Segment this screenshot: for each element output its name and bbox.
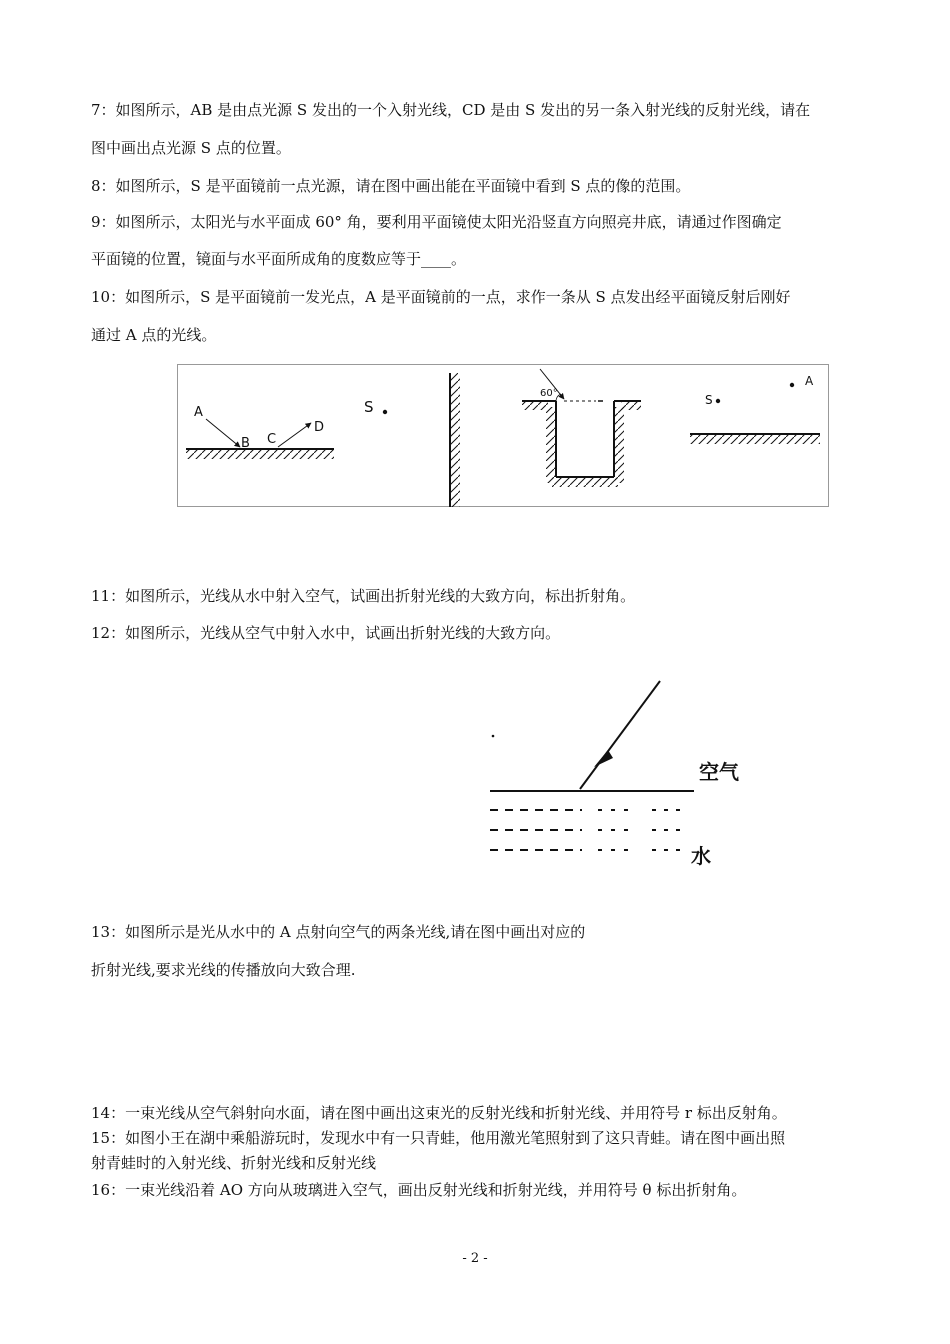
q15-line2: 射青蛙时的入射光线、折射光线和反射光线 [91, 1154, 377, 1172]
q13-line2: 折射光线,要求光线的传播放向大致合理. [91, 961, 356, 979]
fig10-label-s: S [705, 393, 713, 407]
fig9-angle-label: 60° [540, 388, 558, 399]
fig7-ray-cd [278, 423, 311, 447]
figure-12 [470, 670, 760, 875]
figures-7-10-svg [178, 365, 830, 508]
figures-7-10 [177, 364, 829, 507]
fig10-label-a: A [805, 374, 814, 388]
q10-line1: 10：如图所示，S 是平面镜前一发光点，A 是平面镜前的一点，求作一条从 S 点发出经平面镜反射后刚好 [91, 288, 791, 306]
q12-line: 12：如图所示，光线从空气中射入水中，试画出折射光线的大致方向。 [91, 624, 561, 642]
q15-line1: 15：如图小王在湖中乘船游玩时，发现水中有一只青蛙，他用激光笔照射到了这只青蛙。请在图中画出照 [91, 1129, 786, 1147]
fig12-stray-dot [492, 735, 495, 738]
fig7-mirror [186, 449, 334, 459]
fig10-point-a [790, 383, 794, 387]
q7-line1: 7：如图所示，AB 是由点光源 S 发出的一个入射光线，CD 是由 S 发出的另一条入射光线的反射光线，请在 [91, 101, 811, 119]
fig7-label-c: C [267, 432, 277, 447]
q9-line1: 9：如图所示，太阳光与水平面成 60° 角，要利用平面镜使太阳光沿竖直方向照亮井底，请通过作图确定 [91, 213, 782, 231]
fig10-mirror [690, 434, 820, 444]
q9-line2: 平面镜的位置，镜面与水平面所成角的度数应等于____。 [91, 250, 467, 268]
fig8-mirror [450, 373, 460, 507]
fig8-label-s: S [364, 398, 374, 416]
fig10-point-s [716, 399, 720, 403]
q13-line1: 13：如图所示是光从水中的 A 点射向空气的两条光线,请在图中画出对应的 [91, 923, 586, 941]
fig8-point-s [383, 410, 387, 414]
fig12-water-dashes [490, 810, 686, 850]
fig7-label-a: A [194, 405, 203, 420]
q11-line: 11：如图所示，光线从水中射入空气，试画出折射光线的大致方向，标出折射角。 [91, 587, 636, 605]
page-number: - 2 - [462, 1251, 488, 1266]
fig12-label-air: 空气 [699, 760, 739, 784]
fig7-label-d: D [314, 420, 325, 435]
q10-line2: 通过 A 点的光线。 [91, 326, 217, 344]
fig12-incident-ray [580, 681, 660, 789]
fig12-label-water: 水 [691, 844, 711, 868]
fig7-ray-ab [206, 419, 240, 447]
fig7-label-b: B [241, 436, 250, 451]
q8-line: 8：如图所示，S 是平面镜前一点光源，请在图中画出能在平面镜中看到 S 点的像的范围。 [91, 177, 691, 195]
fig9-well [522, 401, 641, 487]
fig12-ray-arrow-icon [594, 750, 613, 767]
q14-line: 14：一束光线从空气斜射向水面，请在图中画出这束光的反射光线和折射光线、并用符号 r 标出反射角。 [91, 1104, 787, 1122]
q16-line: 16：一束光线沿着 AO 方向从玻璃进入空气，画出反射光线和折射光线，并用符号 θ 标出折射角。 [91, 1181, 747, 1199]
q7-line2: 图中画出点光源 S 点的位置。 [91, 139, 291, 157]
